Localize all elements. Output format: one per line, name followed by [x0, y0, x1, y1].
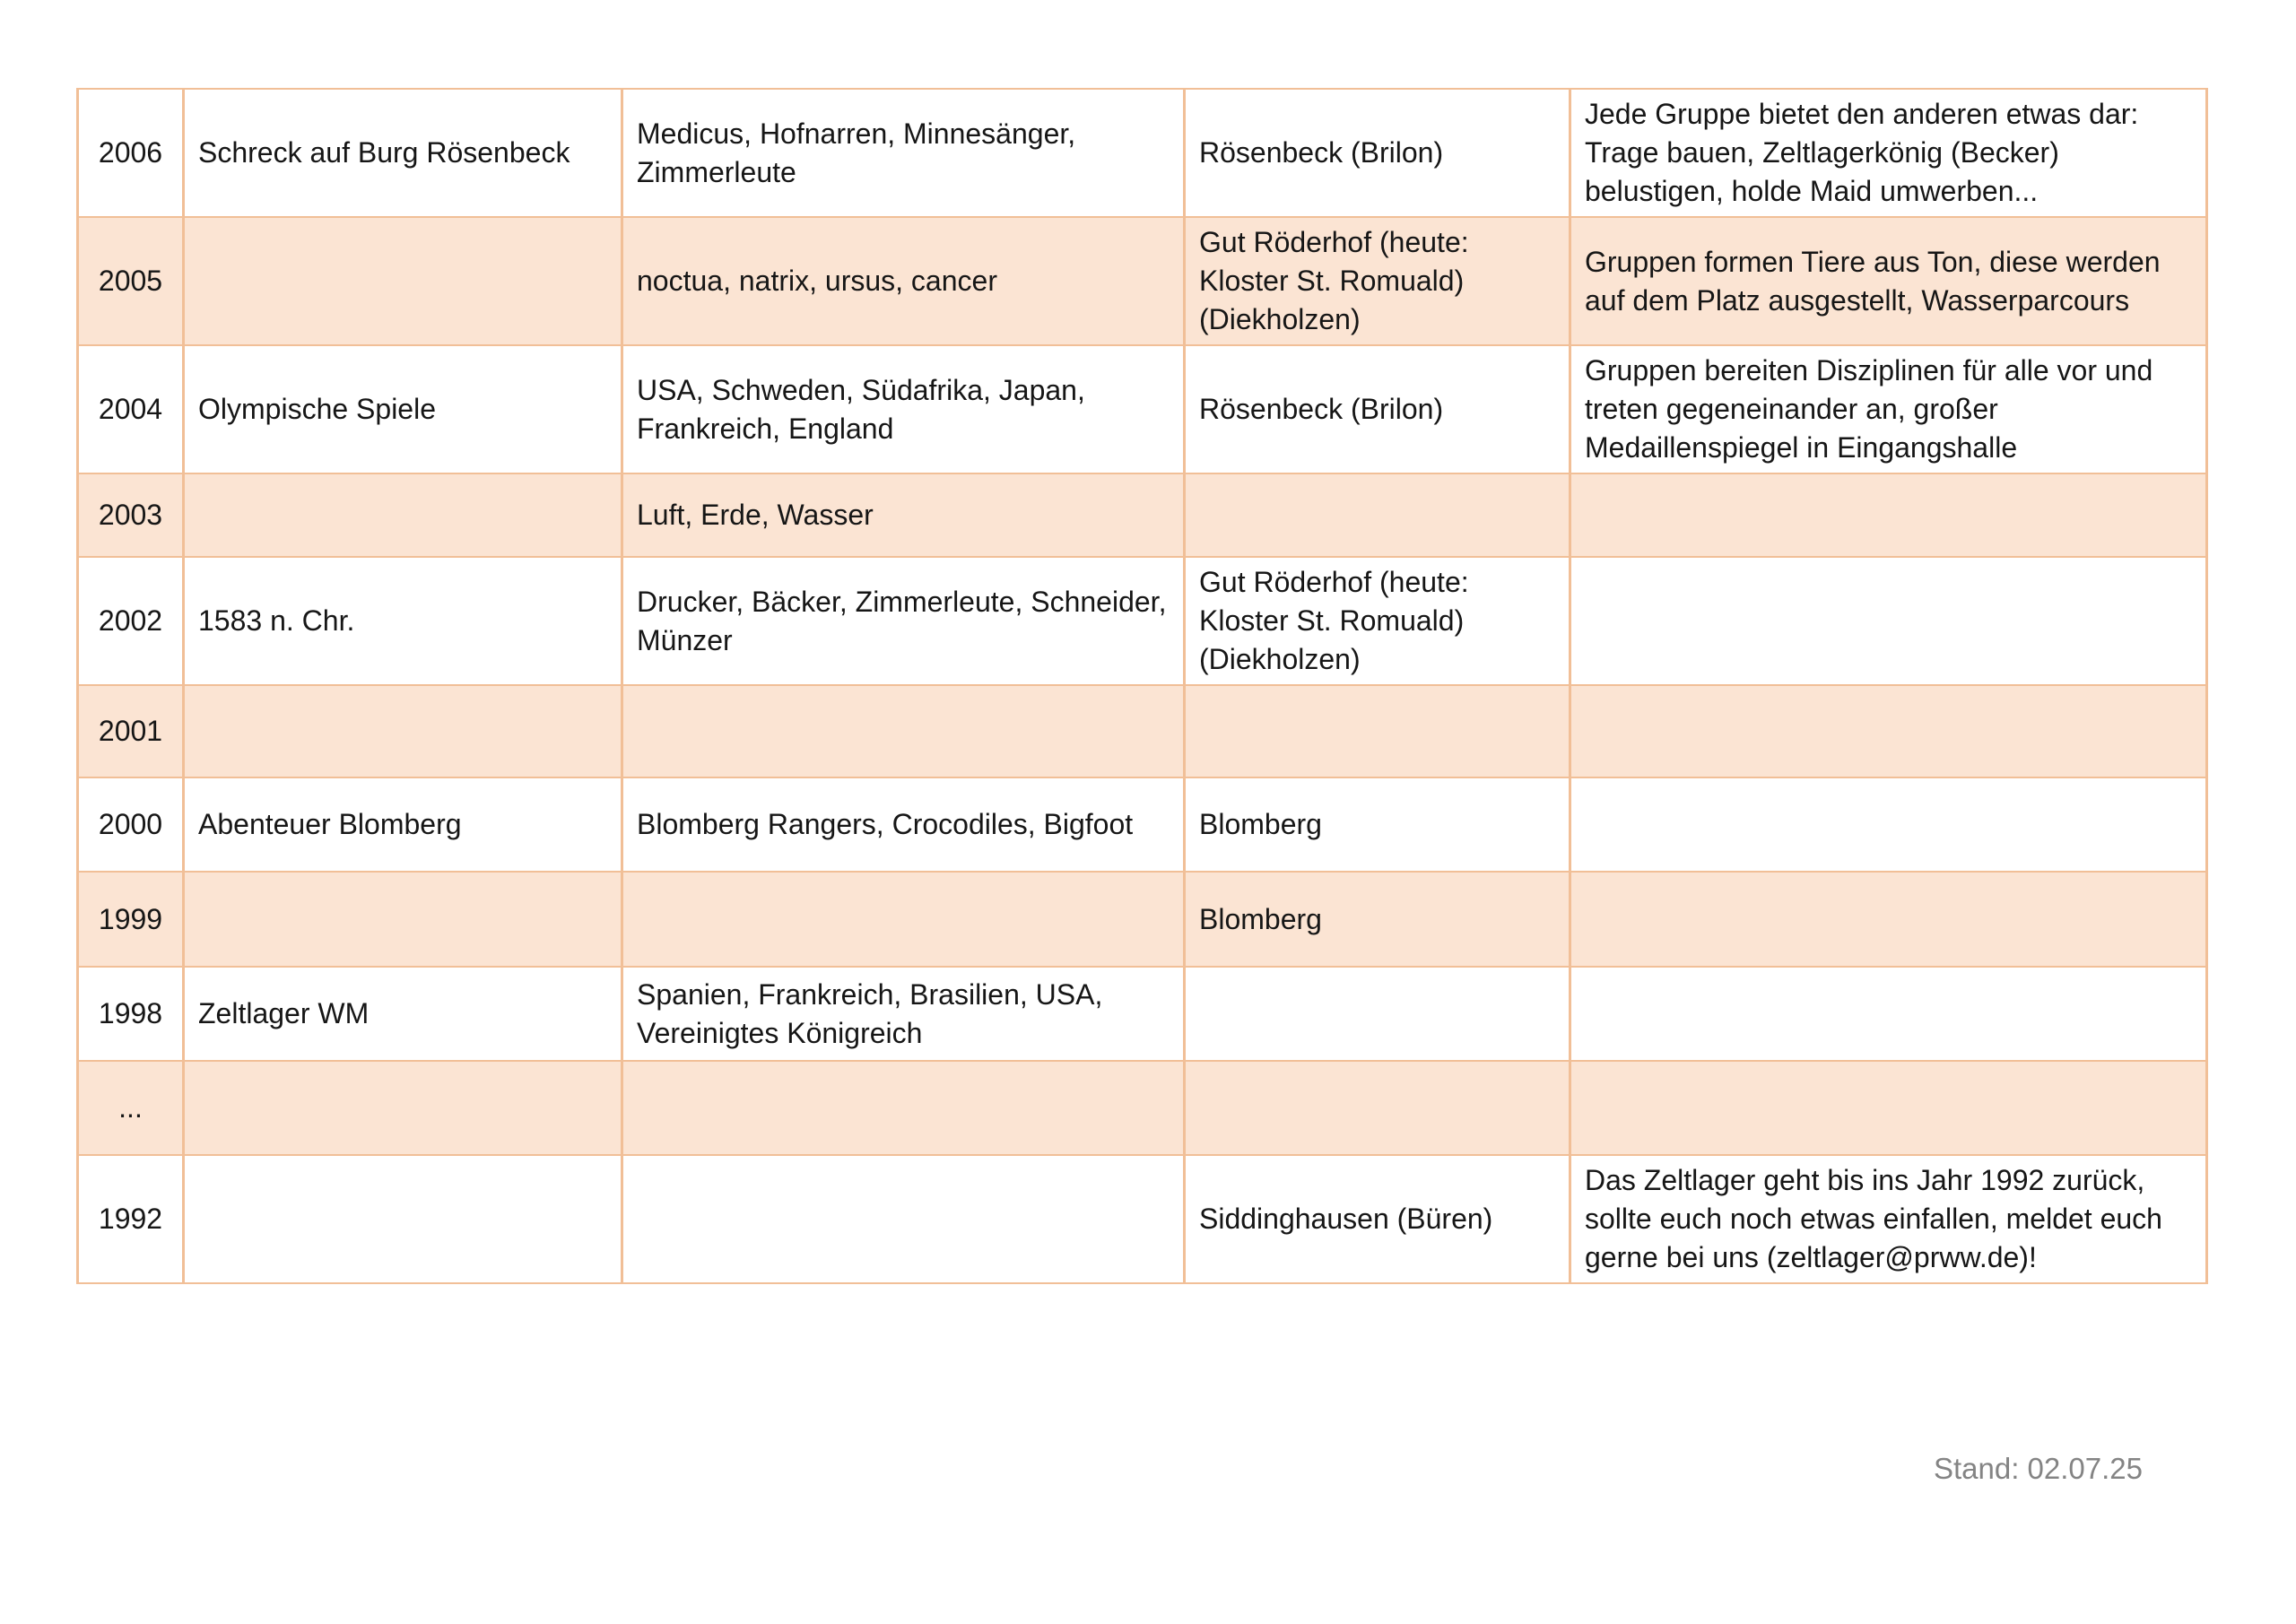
cell-groups	[622, 872, 1185, 967]
cell-location: Blomberg	[1185, 872, 1570, 967]
cell-location: Siddinghausen (Büren)	[1185, 1155, 1570, 1283]
cell-notes	[1570, 967, 2207, 1061]
cell-title	[184, 872, 622, 967]
cell-year: 1999	[78, 872, 184, 967]
cell-title	[184, 685, 622, 777]
cell-title: 1583 n. Chr.	[184, 557, 622, 685]
cell-notes: Gruppen formen Tiere aus Ton, diese werden auf dem Platz ausgestellt, Wasserparcours	[1570, 217, 2207, 345]
table-row	[78, 872, 2207, 967]
cell-year: 2006	[78, 89, 184, 217]
cell-notes: Jede Gruppe bietet den anderen etwas dar: Trage bauen, Zeltlagerkönig (Becker) belustigen, holde Maid umwerben...	[1570, 89, 2207, 217]
table-row	[78, 685, 2207, 777]
cell-notes	[1570, 557, 2207, 685]
zeltlager-history-table	[76, 88, 2208, 1284]
cell-location	[1185, 1061, 1570, 1155]
cell-year: 2002	[78, 557, 184, 685]
cell-notes: Das Zeltlager geht bis ins Jahr 1992 zurück, sollte euch noch etwas einfallen, meldet euch gerne bei uns (zeltlager@prww.de)!	[1570, 1155, 2207, 1283]
table-row	[78, 1061, 2207, 1155]
cell-notes	[1570, 685, 2207, 777]
cell-groups	[622, 685, 1185, 777]
cell-year: 2004	[78, 345, 184, 473]
cell-year: 1992	[78, 1155, 184, 1283]
cell-notes	[1570, 777, 2207, 872]
cell-notes: Gruppen bereiten Disziplinen für alle vor und treten gegeneinander an, großer Medaillenspiegel in Eingangshalle	[1570, 345, 2207, 473]
cell-title: Olympische Spiele	[184, 345, 622, 473]
cell-title	[184, 473, 622, 557]
table-row	[78, 473, 2207, 557]
cell-groups: Drucker, Bäcker, Zimmerleute, Schneider, Münzer	[622, 557, 1185, 685]
cell-title: Zeltlager WM	[184, 967, 622, 1061]
cell-year: 2003	[78, 473, 184, 557]
cell-year: ...	[78, 1061, 184, 1155]
cell-notes	[1570, 1061, 2207, 1155]
cell-groups	[622, 1061, 1185, 1155]
cell-location: Gut Röderhof (heute: Kloster St. Romuald) (Diekholzen)	[1185, 217, 1570, 345]
cell-location	[1185, 967, 1570, 1061]
table-row	[78, 967, 2207, 1061]
cell-groups: Spanien, Frankreich, Brasilien, USA, Vereinigtes Königreich	[622, 967, 1185, 1061]
cell-title	[184, 1155, 622, 1283]
cell-groups: USA, Schweden, Südafrika, Japan, Frankreich, England	[622, 345, 1185, 473]
cell-groups: Luft, Erde, Wasser	[622, 473, 1185, 557]
cell-year: 2000	[78, 777, 184, 872]
cell-title	[184, 217, 622, 345]
cell-year: 1998	[78, 967, 184, 1061]
cell-location	[1185, 473, 1570, 557]
cell-location: Gut Röderhof (heute: Kloster St. Romuald) (Diekholzen)	[1185, 557, 1570, 685]
table-row	[78, 557, 2207, 685]
table-row	[78, 777, 2207, 872]
cell-location: Rösenbeck (Brilon)	[1185, 89, 1570, 217]
cell-groups: Medicus, Hofnarren, Minnesänger, Zimmerleute	[622, 89, 1185, 217]
cell-notes	[1570, 872, 2207, 967]
cell-location: Blomberg	[1185, 777, 1570, 872]
cell-title: Abenteuer Blomberg	[184, 777, 622, 872]
table-row	[78, 1155, 2207, 1283]
stand-date-label: Stand: 02.07.25	[1933, 1452, 2143, 1485]
cell-groups: noctua, natrix, ursus, cancer	[622, 217, 1185, 345]
table-row	[78, 89, 2207, 217]
cell-notes	[1570, 473, 2207, 557]
table-row	[78, 345, 2207, 473]
cell-title: Schreck auf Burg Rösenbeck	[184, 89, 622, 217]
table-body	[78, 89, 2207, 1283]
cell-year: 2001	[78, 685, 184, 777]
cell-location: Rösenbeck (Brilon)	[1185, 345, 1570, 473]
cell-groups	[622, 1155, 1185, 1283]
table-row	[78, 217, 2207, 345]
cell-location	[1185, 685, 1570, 777]
cell-groups: Blomberg Rangers, Crocodiles, Bigfoot	[622, 777, 1185, 872]
cell-title	[184, 1061, 622, 1155]
cell-year: 2005	[78, 217, 184, 345]
